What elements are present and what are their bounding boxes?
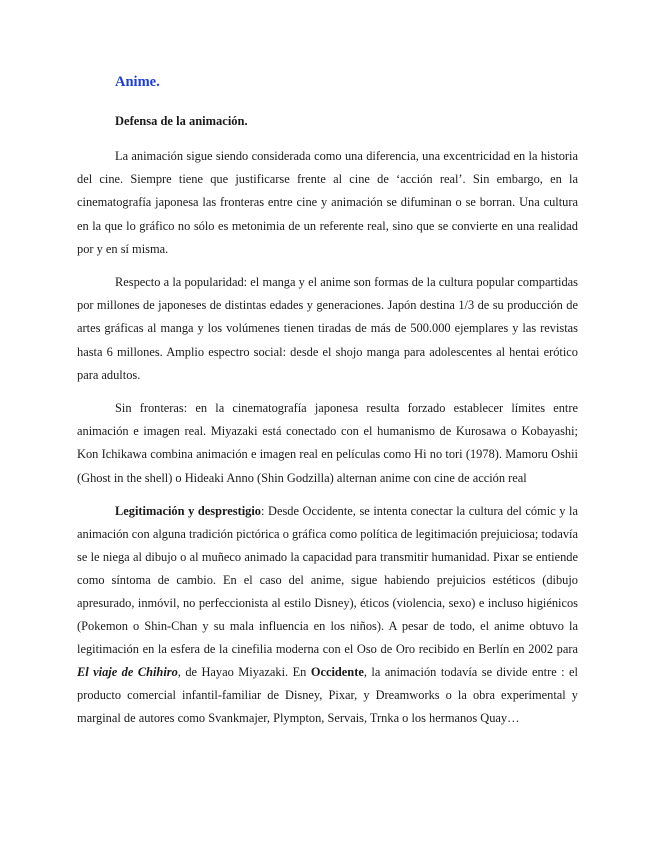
paragraph-popularidad (77, 271, 578, 387)
paragraph-text: : Desde Occidente, se intenta conectar la cultura del cómic y la animación con alguna tradición pictórica o gráfica como política de legitimación prejuiciosa; todavía se le niega al dibujo o al muñeco animado la capacidad para transmitir humanidad. Pixar se entiende como síntoma de cambio. En el caso del anime, sigue habiendo prejuicios estéticos (dibujo apresurado, inmóvil, no perfeccionista al estilo Disney), éticos (violencia, sexo) e incluso higiénicos (Pokemon o Shin-Chan y su mala influencia en los niños). A pesar de todo, el anime obtuvo la legitimación en la esfera de la cinefilia moderna con el Oso de Oro recibido en Berlín en 2002 para (77, 503, 578, 656)
bold-term-occidente: Occidente (310, 664, 364, 679)
bold-lead-term: Legitimación y desprestigio (115, 503, 261, 518)
paragraph-text: Respecto a la popularidad: el manga y el anime son formas de la cultura popular compartidas por millones de japoneses de distintas edades y generaciones. Japón destina 1/3 de su producción de artes gráficas al manga y los volúmenes tienen tiradas de más de 500.000 ejemplares y las revistas hasta 6 millones. Amplio espectro social: desde el shojo manga para adolescentes al hentai erótico para adultos. (77, 275, 578, 382)
paragraph-text: , de Hayao Miyazaki. En (177, 664, 311, 679)
section-heading: Defensa de la animación. (115, 114, 248, 128)
document-title: Anime. (115, 74, 160, 90)
paragraph-sin-fronteras (77, 397, 578, 490)
paragraph-text: , la animación todavía se divide entre : el producto comercial infantil-familiar de Disney, Pixar, y Dreamworks o la obra experimental y marginal de autores como Svankmajer, Plympton, Servais, Trnka o los hermanos Quay… (77, 664, 578, 725)
paragraph-legitimacion (77, 500, 578, 730)
paragraph-text: Sin fronteras: en la cinematografía japonesa resulta forzado establecer límites entre animación e imagen real. Miyazaki está conectado con el humanismo de Kurosawa o Kobayashi; Kon Ichikawa combina animación e imagen real en películas como Hi no tori (1978). Mamoru Oshii (Ghost in the shell) o Hideaki Anno (Shin Godzilla) alternan anime con cine de acción real (77, 401, 578, 485)
paragraph-text: La animación sigue siendo considerada como una diferencia, una excentricidad en la historia del cine. Siempre tiene que justificarse frente al cine de ‘acción real’. Sin embargo, en la cinematografía japonesa las fronteras entre cine y animación se difuminan o se borran. Una cultura en la que lo gráfico no sólo es metonimia de un referente real, sino que se convierte en una realidad por y en sí misma. (77, 149, 578, 256)
paragraph-intro (77, 145, 578, 261)
film-title-italic: El viaje de Chihiro (77, 664, 178, 679)
